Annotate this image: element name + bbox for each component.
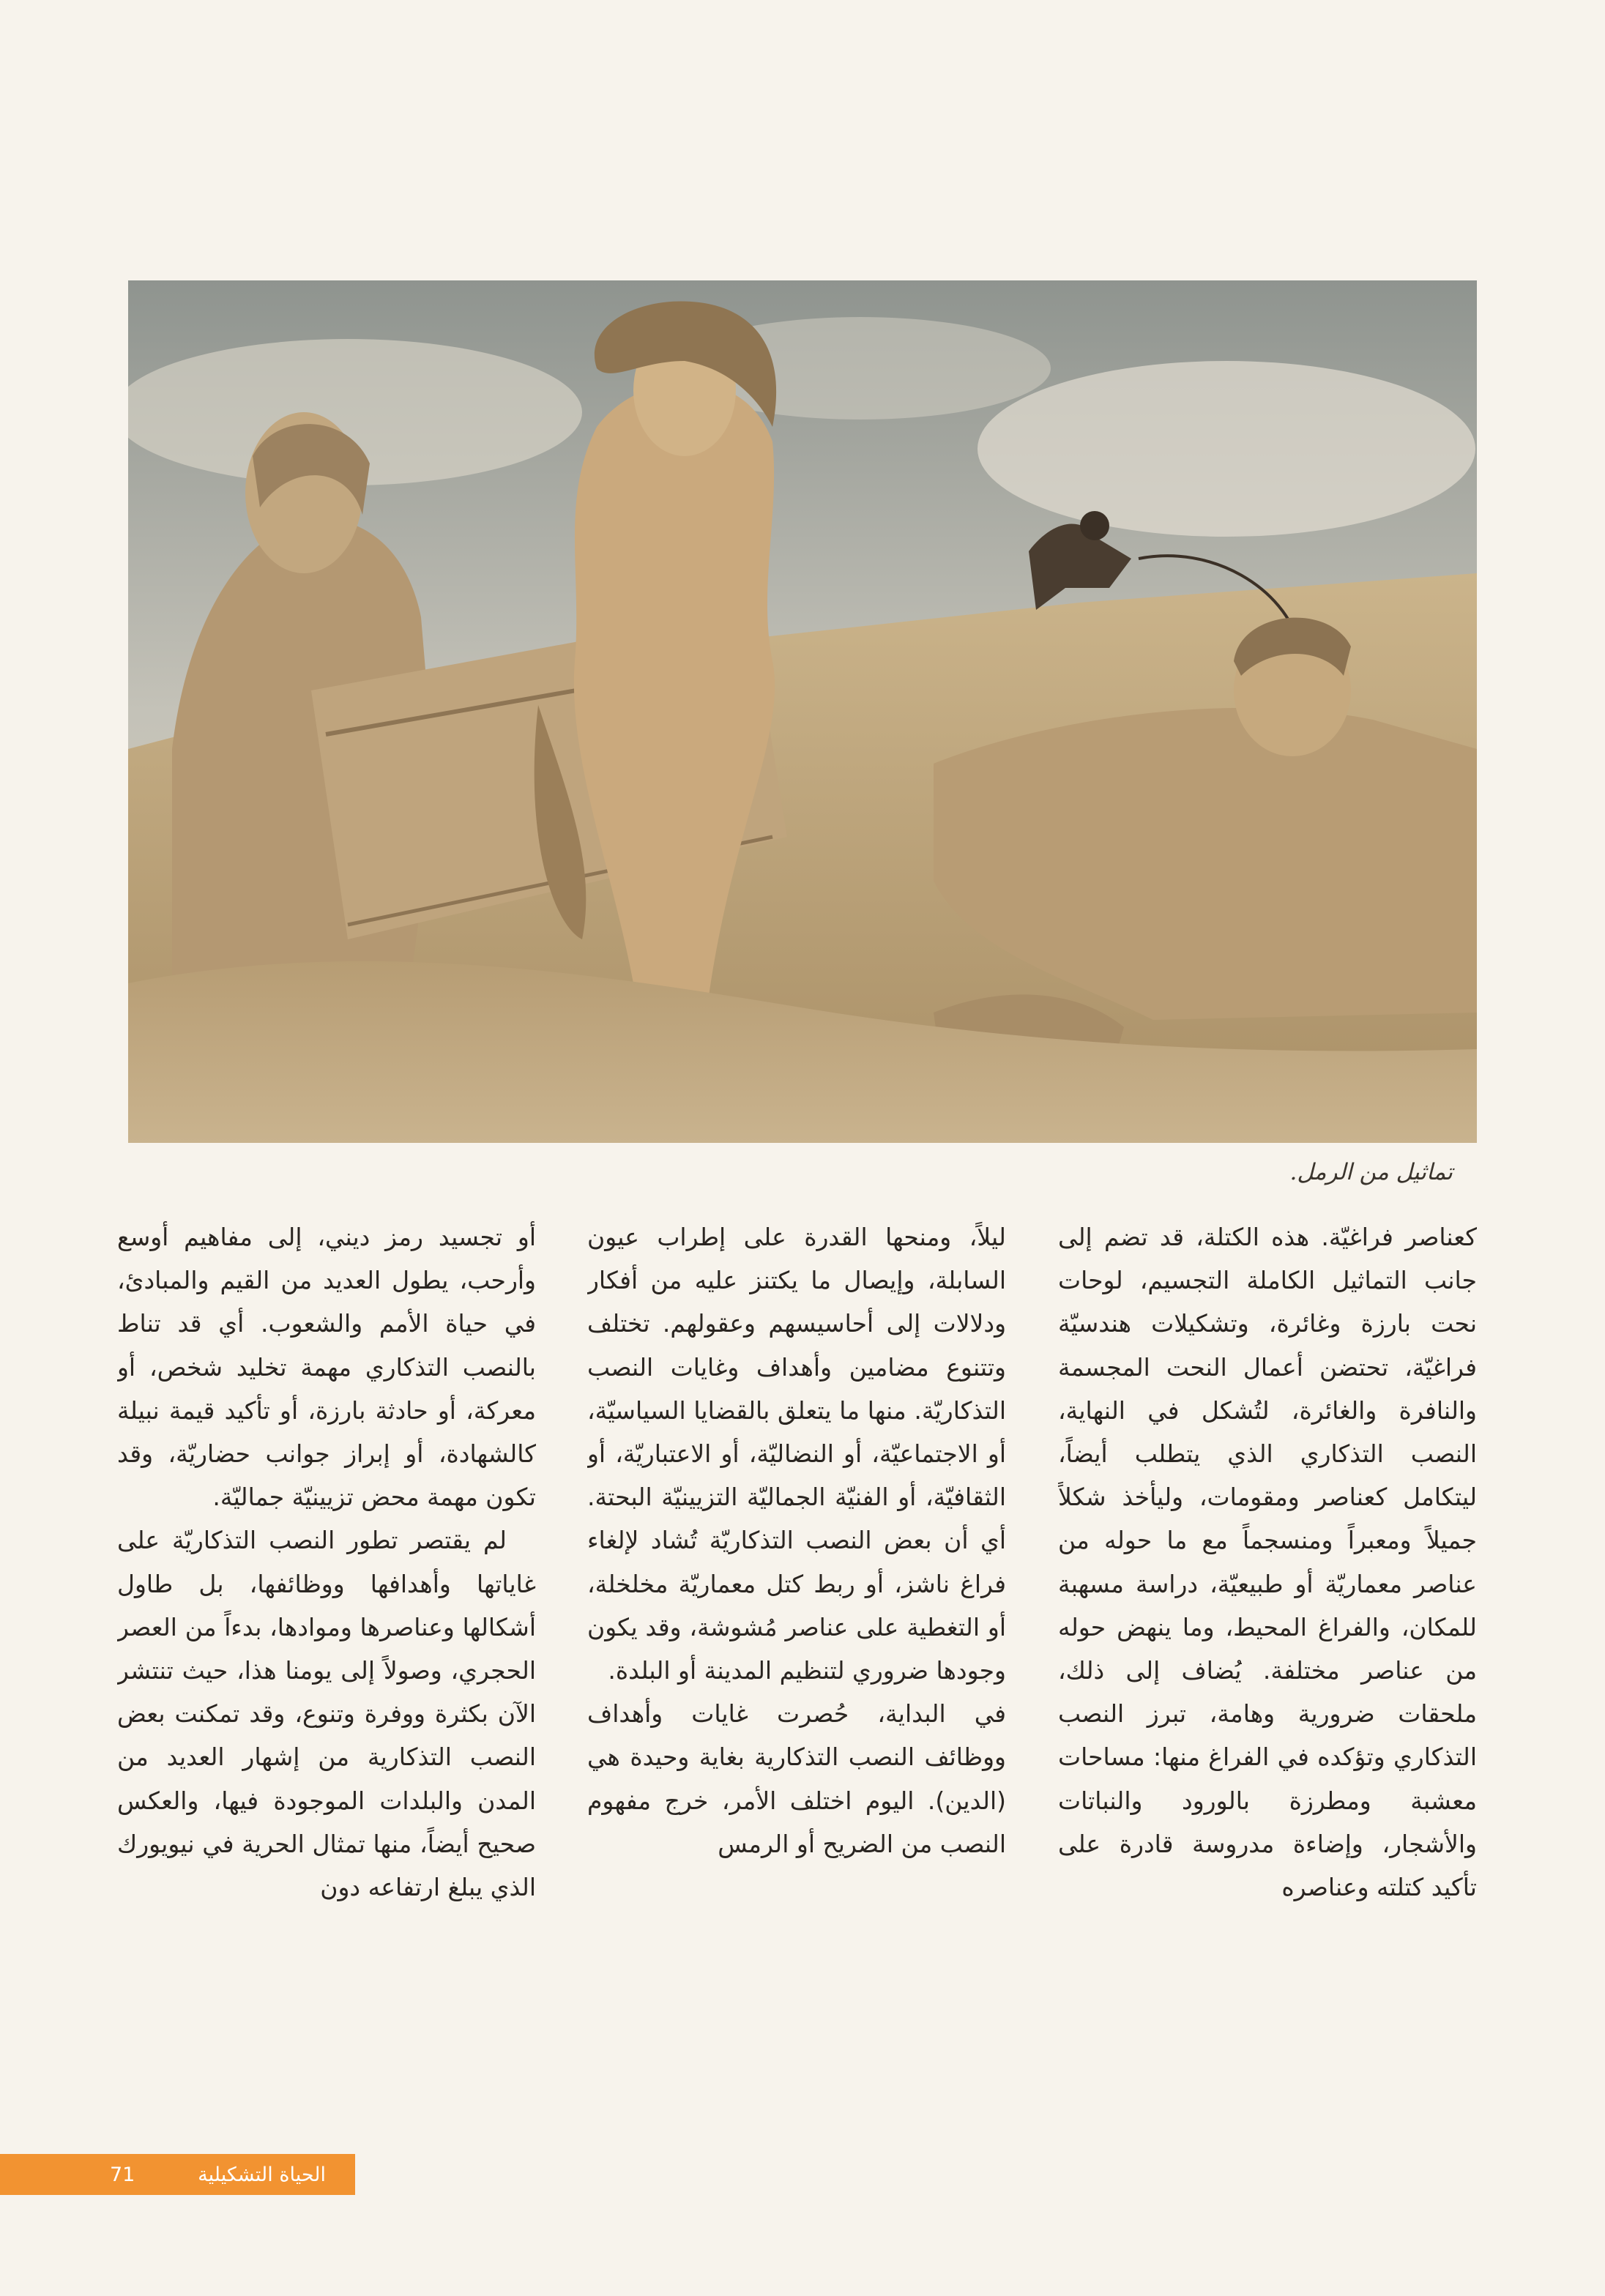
paragraph: ليلاً، ومنحها القدرة على إطراب عيون السابلة، وإيصال ما يكتنز عليه من أفكار ودلالات إلى أحاسيسهم وعقولهم. تختلف وتتنوع مضامين وأهداف وغايات النصب التذكاريّة. منها ما يتعلق بالقضايا السياسيّة، أو الاجتماعيّة، أو النضاليّة، أو الاعتباريّة، أو الثقافيّة، أو الفنيّة الجماليّة التزيينيّة البحتة. أي أن بعض النصب التذكاريّة تُشاد لإلغاء فراغ ناشز، أو ربط كتل معماريّة مخلخلة، أو التغطية على عناصر مُشوشة، وقد يكون وجودها ضروري لتنظيم المدينة أو البلدة. xyxy=(587,1223,1006,1685)
sand-sculptures-illustration xyxy=(128,280,1477,1143)
publication-name: الحياة التشكيلية xyxy=(198,2163,326,2186)
photo-caption: تماثيل من الرمل. xyxy=(1289,1159,1453,1185)
article-column-left xyxy=(117,1215,536,2174)
paragraph: في البداية، حُصرت غايات وأهداف ووظائف النصب التذكارية بغاية وحيدة هي (الدين). اليوم اختلف الأمر، خرج مفهوم النصب من الضريح أو الرمس xyxy=(587,1699,1006,1858)
paragraph: كعناصر فراغيّة. هذه الكتلة، قد تضم إلى جانب التماثيل الكاملة التجسيم، لوحات نحت بارزة وغائرة، وتشكيلات هندسيّة فراغيّة، تحتضن أعمال النحت المجسمة والنافرة والغائرة، لتُشكل في النهاية، النصب التذكاري الذي يتطلب أيضاً، ليتكامل كعناصر ومقومات، وليأخذ شكلاً جميلاً ومعبراً ومنسجماً مع ما حوله من عناصر معماريّة أو طبيعيّة، دراسة مسهبة للمكان، والفراغ المحيط، وما ينهض حوله من عناصر مختلفة. يُضاف إلى ذلك، ملحقات ضرورية وهامة، تبرز النصب التذكاري وتؤكده في الفراغ منها: مساحات معشبة ومطرزة بالورود والنباتات والأشجار، وإضاءة مدروسة قادرة على تأكيد كتلته وعناصره xyxy=(1058,1223,1477,1902)
page-number: 71 xyxy=(110,2163,135,2186)
paragraph: لم يقتصر تطور النصب التذكاريّة على غاياتها وأهدافها ووظائفها، بل طاول أشكالها وعناصرها وموادها، بدءاً من العصر الحجري، وصولاً إلى يومنا هذا، حيث تنتشر الآن بكثرة ووفرة وتنوع، وقد تمكنت بعض النصب التذكارية من إشهار العديد من المدن والبلدات الموجودة فيها، والعكس صحيح أيضاً، منها تمثال الحرية في نيويورك الذي يبلغ ارتفاعه دون xyxy=(117,1526,536,1902)
article-column-middle xyxy=(587,1215,1006,2174)
article-column-right xyxy=(1058,1215,1477,2174)
sand-sculptures-photo xyxy=(128,280,1477,1143)
page-footer-band xyxy=(0,2154,355,2195)
paragraph: أو تجسيد رمز ديني، إلى مفاهيم أوسع وأرحب، يطول العديد من القيم والمبادئ، في حياة الأمم والشعوب. أي قد تناط بالنصب التذكاري مهمة تخليد شخص، أو معركة، أو حادثة بارزة، أو تأكيد قيمة نبيلة كالشهادة، أو إبراز جوانب حضاريّة، وقد تكون مهمة محض تزيينيّة جماليّة. xyxy=(117,1223,536,1512)
